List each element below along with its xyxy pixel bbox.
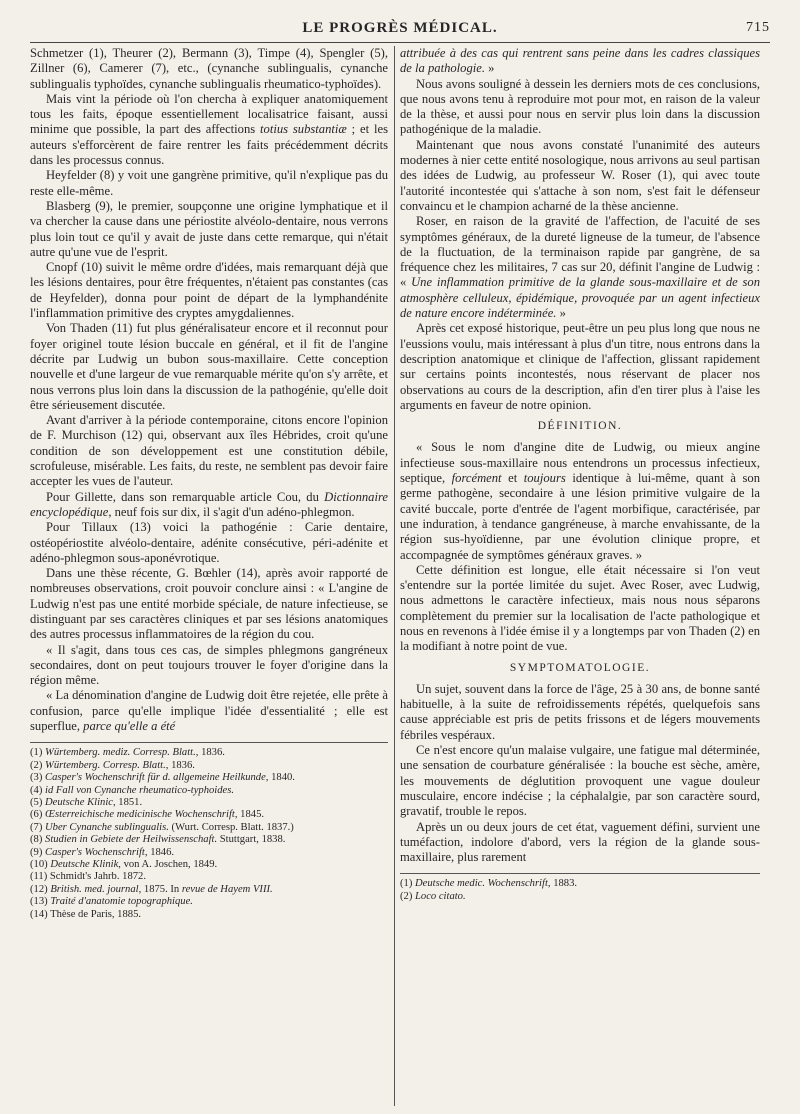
paragraph: Nous avons souligné à dessein les derniers mots de ces conclusions, que nous avons tenu à reproduire mot pour mot, en raison de la valeur de la thèse, et aussi pour nous en servir plus loin dans la discussion pathogénique de la maladie. [400, 76, 760, 137]
paragraph: Après cet exposé historique, peut-être un peu plus long que nous ne l'eussions voulu, mais intéressant à plus d'un titre, nous entrons dans la description anatomique et clinique de l'affection, glissant rapidement sur certains points incontestés, nous réservant de placer nos observations au cours de la description, afin d'en tirer plus à l'aise les arguments en faveur de notre opinion. [400, 321, 760, 412]
paragraph: Blasberg (9), le premier, soupçonne une origine lymphatique et il va chercher la cause dans une périostite alvéolo-dentaire, nous verrons plus loin tout ce qu'il y avait de juste dans cette remarque, qui n'était autre qu'une vue de l'esprit. [30, 198, 388, 259]
right-body-text [400, 46, 760, 413]
footnote: (5) Deutsche Klinic, 1851. [30, 796, 143, 808]
paragraph: Roser, en raison de la gravité de l'affection, de l'acuité de ses symptômes généraux, de la dureté ligneuse de la tumeur, de l'absence de la fluctuation, de la terminaison rapide par gangrène, de sa fréquence chez les militaires, 7 cas sur 20, définit l'angine de Ludwig : « Une inflammation primitive de la glande sous-maxillaire et de son atmosphère celluleux, épidémique, provoquée par un agent infectieux de nature encore indéterminée. » [400, 214, 760, 321]
footnote: (1) Würtemberg. mediz. Corresp. Blatt., 1836. [30, 747, 225, 759]
footnote: (6) Œsterreichische medicinische Wochenschrift, 1845. [30, 809, 265, 821]
footnote: (12) British. med. journal, 1875. In revue de Hayem VIII. [30, 883, 273, 895]
paragraph: Un sujet, souvent dans la force de l'âge, 25 à 30 ans, de bonne santé habituelle, à la suite de refroidissements répétés, quelquefois sans cause appréciable est pris de petits frissons et de légers mouvements fébriles vespéraux. [400, 681, 760, 742]
section-heading-symptomatologie: SYMPTOMATOLOGIE. [509, 661, 651, 674]
left-footnotes [30, 742, 388, 921]
footnote: (3) Casper's Wochenschrift für d. allgemeine Heilkunde, 1840. [30, 772, 295, 784]
left-column [30, 46, 388, 1106]
footnote: (8) Studien in Gebiete der Heilwissenschaft. Stuttgart, 1838. [30, 834, 286, 846]
paragraph: Cette définition est longue, elle était nécessaire si l'on veut s'entendre sur la portée limitée du sujet. Avec Roser, avec Ludwig, nous admettons le caractère infectieux, mais nous nous séparons complètement du premier sur la localisation de l'acte pathologique et nous en revenons à l'idée émise il y a longtemps par von Thaden (2) en la modifiant à notre point de vue. [400, 562, 760, 654]
paragraph: Cnopf (10) suivit le même ordre d'idées, mais remarquant déjà que les lésions dentaires, pour être fréquentes, n'étaient pas constantes (cas de Heyfelder), donna pour point de départ de la lymphandénite l'inflammation primitive des cryptes amygdaliennes. [30, 260, 388, 321]
paragraph: « Sous le nom d'angine dite de Ludwig, ou mieux angine infectieuse sous-maxillaire nous entendrons un processus infectieux, septique, forcément et toujours identique à lui-même, quant à son germe pathogène, secondaire à une lésion primitive vulgaire de la cavité buccale, porte d'entrée de l'agent morbifique, caractérisée, par une induration, à tendance gangréneuse, à marche envahissante, de la région sus-hyoïdienne, par une évolution clinique propre, et accompagnée de symptômes généraux graves. » [400, 440, 760, 562]
right-footnotes [400, 873, 760, 903]
footnote: (2) Würtemberg. Corresp. Blatt., 1836. [30, 759, 195, 771]
paragraph: attribuée à des cas qui rentrent sans peine dans les cadres classiques de la pathologie. » [400, 46, 760, 76]
footnote: (2) Loco citato. [400, 890, 466, 902]
paragraph: « Il s'agit, dans tous ces cas, de simples phlegmons gangréneux secondaires, dont on peut toujours trouver le foyer d'origine dans la région même. [30, 642, 388, 688]
paragraph: Pour Gillette, dans son remarquable article Cou, du Dictionnaire encyclopédique, neuf fois sur dix, il s'agit d'un adéno-phlegmon. [30, 489, 388, 519]
section-heading-definition: DÉFINITION. [537, 420, 623, 433]
footnote: (13) Traité d'anatomie topographique. [30, 896, 193, 908]
definition-section-text [400, 440, 760, 654]
paragraph: Maintenant que nous avons constaté l'unanimité des auteurs modernes à nier cette entité nosologique, nous arrivons au seul partisan des idées de Ludwig, au professeur W. Roser (1), qui avec toute l'autorité incontestée qui s'attache à son nom, s'est fait le défenseur convaincu et le champion acharné de la thèse ancienne. [400, 137, 760, 213]
footnote: (7) Uber Cynanche sublingualis. (Wurt. Corresp. Blatt. 1837.) [30, 821, 294, 833]
paragraph: Schmetzer (1), Theurer (2), Bermann (3), Timpe (4), Spengler (5), Zillner (6), Camerer (7), etc., (cynanche sublingualis, cynanche sublingualis typhoïdes, cynanche sublingualis rheumatico-typhoïdes). [30, 46, 388, 91]
footnote: (10) Deutsche Klinik, von A. Joschen, 1849. [30, 859, 218, 871]
paragraph: « La dénomination d'angine de Ludwig doit être rejetée, elle prête à confusion, parce qu'elle implique l'idée d'essentialité ; elle est superflue, parce qu'elle a été [30, 688, 388, 734]
page-number: 715 [746, 20, 770, 35]
footnote: (11) Schmidt's Jahrb. 1872. [30, 871, 146, 883]
symptomatologie-section-text [400, 682, 760, 866]
left-body-text [30, 46, 388, 734]
paragraph: Mais vint la période où l'on chercha à expliquer anatomiquement tous les faits, époque essentiellement localisatrice faisant, aussi minime que possible, la part des affections totius substantiæ ; et les auteurs s'efforcèrent de faire rentrer les faits précédemment décrits dans les processus connus. [30, 91, 388, 168]
paragraph: Heyfelder (8) y voit une gangrène primitive, qu'il n'explique pas du reste elle-même. [30, 168, 388, 198]
footnote: (14) Thèse de Paris, 1885. [30, 908, 142, 920]
running-header [30, 16, 770, 43]
footnote: (9) Casper's Wochenschrift, 1846. [30, 846, 175, 858]
paragraph: Dans une thèse récente, G. Bœhler (14), après avoir rapporté de nombreuses observations, croit pouvoir conclure ainsi : « L'angine de Ludwig n'est pas une entité morbide spéciale, de nature infectieuse, se distinguant par ses caractères cliniques et par ses lésions anatomiques des autres processus inflammatoires de la région du cou. [30, 566, 388, 642]
journal-title: LE PROGRÈS MÉDICAL. [302, 20, 498, 36]
paragraph: Avant d'arriver à la période contemporaine, citons encore l'opinion de F. Murchison (12) qui, observant aux îles Hébrides, croit qu'une condition de son développement est une constitution débile, scrofuleuse, misérable. Les faits, du reste, ne semblent pas devoir faire accepter les vues de l'auteur. [30, 413, 388, 489]
right-column [400, 46, 760, 1106]
paragraph: Après un ou deux jours de cet état, vaguement défini, survient une tuméfaction, indolore d'abord, vers la région de la glande sous-maxillaire, plus rarement [400, 819, 760, 865]
footnote: (4) id Fall von Cynanche rheumatico-typhoides. [30, 784, 234, 796]
paragraph: Ce n'est encore qu'un malaise vulgaire, une fatigue mal déterminée, une sensation de courbature généralisée : la bouche est sèche, amère, les mouvements de déglutition provoquent une vague douleur musculaire, encore indécise ; la céphalalgie, par son caractère sourd, gravatif, trouble le repos. [400, 743, 760, 819]
paragraph: Pour Tillaux (13) voici la pathogénie : Carie dentaire, ostéopériostite alvéolo-dentaire, adénite consécutive, péri-adénite et adéno-phlegmon sous-aponévrotique. [30, 520, 388, 565]
footnote: (1) Deutsche medic. Wochenschrift, 1883. [400, 878, 578, 890]
paragraph: Von Thaden (11) fut plus généralisateur encore et il reconnut pour foyer originel toute lésion buccale en général, et il fit de l'angine décrite par Ludwig un bubon sous-maxillaire. Cette conception nouvelle et d'une largeur de vue remarquable mérite qu'on s'y arrête, et nous verrons plus loin dans la discussion de la pathogénie, qu'elle doit être sérieusement discutée. [30, 321, 388, 412]
column-divider [394, 46, 395, 1106]
